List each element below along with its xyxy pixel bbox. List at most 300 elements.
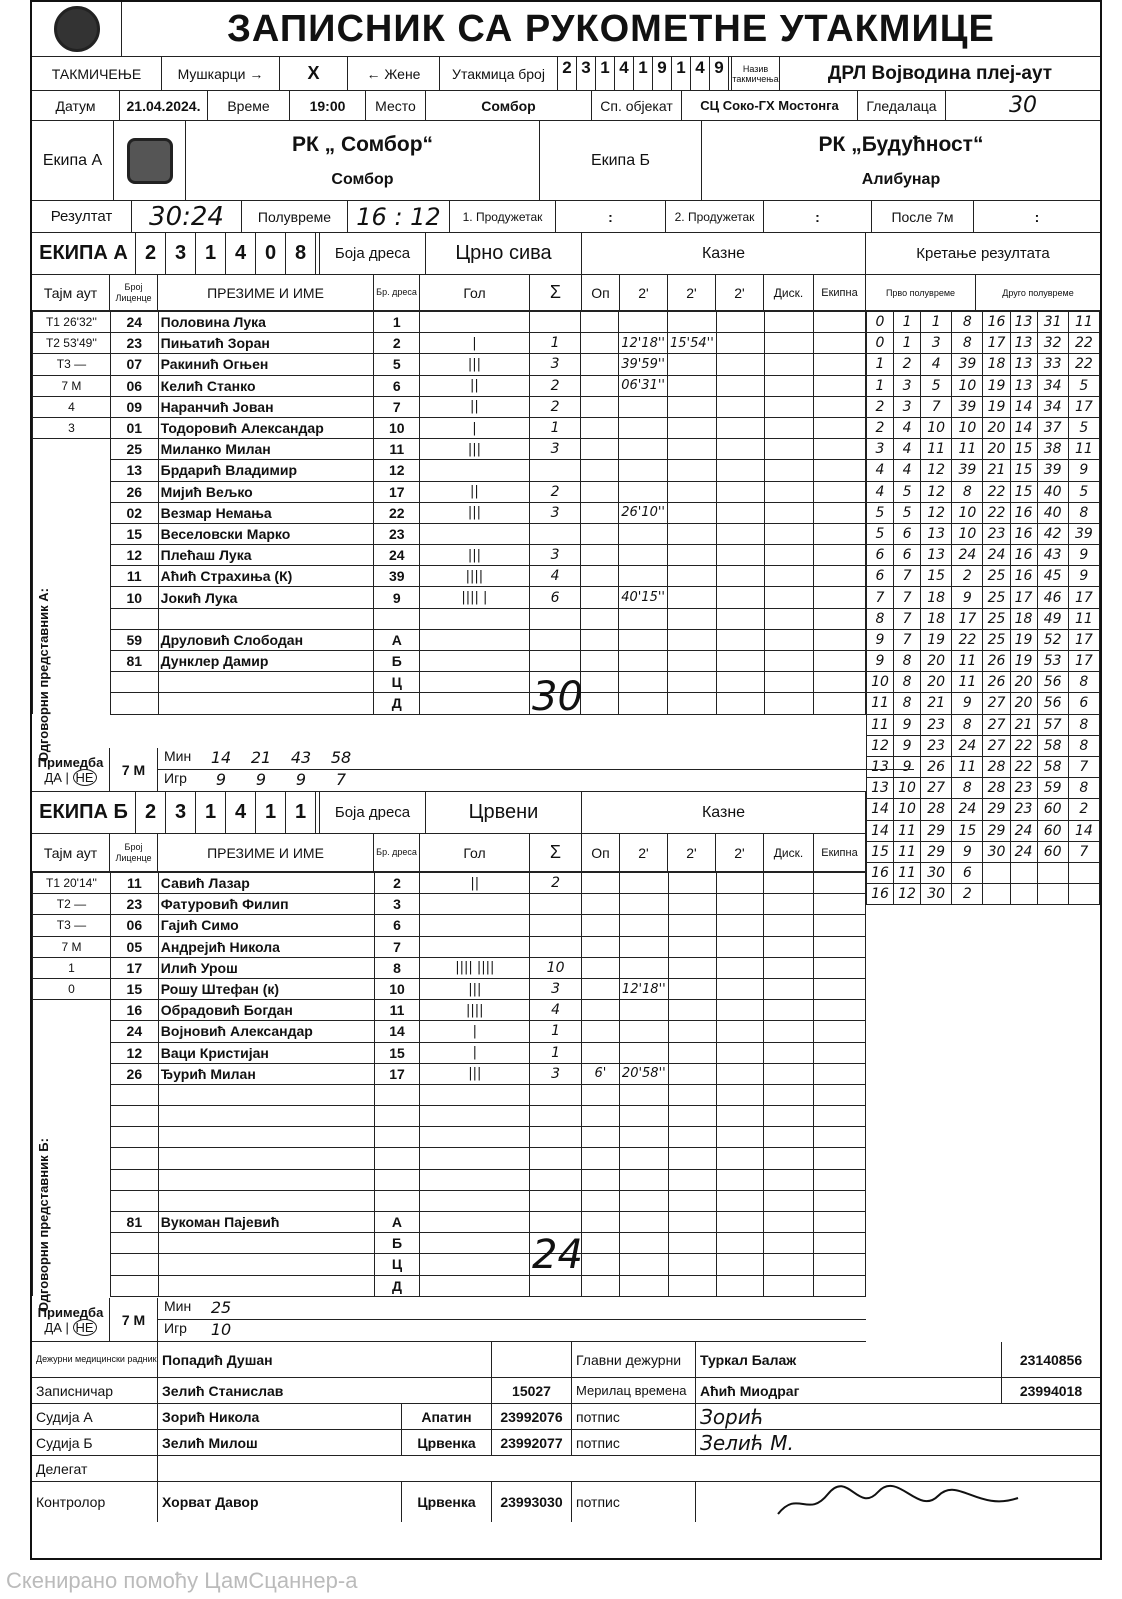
- ot2-label: 2. Продужетак: [666, 201, 764, 232]
- penalty-1: 12'18'': [619, 978, 668, 999]
- score-a-1: 9: [867, 651, 894, 672]
- player-row: [33, 1254, 866, 1275]
- ref-b-name: Зелић Милош: [158, 1430, 402, 1455]
- penalty-3: [716, 481, 764, 502]
- score-b-1: 10: [894, 799, 921, 820]
- penalty-1: 12'18'': [619, 333, 668, 354]
- player-2: 22: [1068, 333, 1099, 354]
- warning-cell: [581, 502, 619, 523]
- player-1: 39: [952, 396, 983, 417]
- score-a-1: 12: [867, 735, 894, 756]
- player-1: 22: [952, 629, 983, 650]
- minute-1: 23: [921, 735, 952, 756]
- time-value: 19:00: [290, 91, 366, 120]
- ot1-label: 1. Продужетак: [450, 201, 556, 232]
- match-no-digit: 3: [577, 57, 596, 90]
- disq-cell: [764, 566, 814, 587]
- team-code-digit: 8: [286, 233, 316, 274]
- score-b-1: 4: [894, 460, 921, 481]
- team-penalty: [814, 417, 866, 438]
- goal-sum: 2: [529, 375, 581, 396]
- goal-sum: 1: [529, 417, 581, 438]
- score-b-1: 11: [894, 820, 921, 841]
- jersey-no: 9: [374, 587, 420, 608]
- controller-city: Црвенка: [402, 1482, 492, 1522]
- license-cell: [110, 1233, 158, 1254]
- license-cell: [110, 1275, 158, 1296]
- team-a-total: 30: [532, 674, 583, 720]
- team-penalty: [814, 693, 866, 714]
- progress-row: [867, 502, 1100, 523]
- penalty-3: [716, 978, 764, 999]
- player-2: 11: [1068, 312, 1099, 333]
- col-2min-b1: 2': [620, 834, 668, 871]
- disq-cell: [764, 1212, 814, 1233]
- minute-2: 37: [1037, 417, 1068, 438]
- goals-cell: |: [420, 417, 529, 438]
- minute-2: 45: [1037, 566, 1068, 587]
- score-a-2: 28: [983, 756, 1010, 777]
- goal-sum: 2: [529, 396, 581, 417]
- match-number: [558, 57, 732, 90]
- halftime-value: 16 : 12: [348, 201, 450, 232]
- goals-cell: [420, 1127, 530, 1148]
- disq-cell: [764, 439, 814, 460]
- team-penalty: [814, 523, 866, 544]
- team-penalty: [814, 545, 866, 566]
- goals-cell: ||: [420, 396, 529, 417]
- team-b-official-label: Одговорни представник Б:: [36, 1138, 51, 1312]
- team-a-logo: [114, 121, 186, 200]
- result-row: [32, 201, 1100, 233]
- chief-no: 23140856: [1019, 1351, 1083, 1368]
- col-2min-b2: 2': [668, 834, 716, 871]
- col-team: Екипна: [814, 275, 866, 310]
- player-row: [33, 545, 866, 566]
- player-name: Веселовски Марко: [158, 523, 374, 544]
- player-name: Плећаш Лука: [158, 545, 374, 566]
- penalty-2: [668, 1233, 716, 1254]
- timeout-cell: [33, 502, 111, 523]
- ref-b-sign-label: потпис: [572, 1430, 696, 1455]
- women-label: ← Жене: [348, 57, 440, 90]
- goal-sum: 6: [529, 587, 581, 608]
- 7m-minute: 14: [210, 748, 232, 767]
- score-b-2: 15: [1010, 460, 1037, 481]
- goal-sum: [530, 1148, 582, 1169]
- match-no-digit: 4: [691, 57, 710, 90]
- team-a-section-label: ЕКИПА А: [32, 233, 136, 274]
- penalty-1: [619, 523, 668, 544]
- jersey-no: Б: [374, 651, 420, 672]
- timer-name: Аћић Миодраг: [696, 1378, 1002, 1403]
- penalty-2: [668, 1106, 716, 1127]
- penalty-3: [716, 1000, 764, 1021]
- ref-a-signature: Зорић: [700, 1404, 764, 1429]
- col-2min-b3: 2': [716, 834, 764, 871]
- goals-cell: [420, 1148, 530, 1169]
- team-penalty: [814, 651, 866, 672]
- disq-cell: [764, 1084, 814, 1105]
- col-name: ПРЕЗИМЕ И ИМЕ: [158, 275, 374, 310]
- venue-label: Сп. објекат: [592, 91, 682, 120]
- penalty-2: [668, 651, 717, 672]
- signature-scribble: [768, 1484, 1028, 1520]
- penalty-2: [668, 523, 717, 544]
- team-penalty: [814, 460, 866, 481]
- chief-label: Главни дежурни: [572, 1342, 696, 1377]
- minute-1: 11: [921, 439, 952, 460]
- score-b-1: 9: [894, 756, 921, 777]
- penalty-2: [668, 396, 717, 417]
- penalty-1: 06'31'': [619, 375, 668, 396]
- license-cell: [110, 672, 158, 693]
- player-1: 8: [952, 714, 983, 735]
- jersey-no: Б: [374, 1233, 420, 1254]
- player-name: [158, 608, 374, 629]
- jersey-no: [374, 1106, 420, 1127]
- penalty-3: [716, 1212, 764, 1233]
- penalty-3: [716, 1190, 764, 1211]
- player-2: 5: [1068, 417, 1099, 438]
- score-a-2: 29: [983, 799, 1010, 820]
- progress-row: [867, 523, 1100, 544]
- minute-1: 20: [921, 672, 952, 693]
- remark-no: НЕ: [73, 769, 97, 786]
- team-penalty: [814, 1021, 866, 1042]
- goal-sum: 3: [530, 978, 582, 999]
- score-b-1: 9: [894, 714, 921, 735]
- jersey-no: [374, 1190, 420, 1211]
- score-b-1: 7: [894, 629, 921, 650]
- disq-cell: [764, 693, 814, 714]
- score-b-2: 15: [1010, 439, 1037, 460]
- penalty-1: [619, 439, 668, 460]
- penalty-2: [668, 481, 717, 502]
- controller-signature: [696, 1482, 1100, 1522]
- men-mark: X: [280, 57, 348, 90]
- player-name: [158, 1254, 374, 1275]
- score-a-1: 11: [867, 693, 894, 714]
- license-cell: [110, 608, 158, 629]
- goal-sum: [530, 915, 582, 936]
- 7m-player: 9: [215, 769, 227, 789]
- jersey-no: 2: [374, 873, 420, 894]
- col-sum-b: Σ: [530, 834, 582, 871]
- halftime-label: Полувреме: [242, 201, 348, 232]
- goal-sum: 4: [529, 566, 581, 587]
- license-cell: 12: [110, 545, 158, 566]
- score-b-2: 20: [1010, 693, 1037, 714]
- progress-row: [867, 714, 1100, 735]
- player-name: [158, 1127, 374, 1148]
- warning-cell: [582, 1148, 620, 1169]
- jersey-no: А: [374, 629, 420, 650]
- competition-row: [32, 57, 1100, 91]
- goals-cell: [420, 672, 529, 693]
- ref-a-row: [32, 1404, 1100, 1430]
- disq-cell: [764, 1190, 814, 1211]
- warning-cell: [581, 312, 619, 333]
- score-a-2: 26: [983, 651, 1010, 672]
- warning-cell: [582, 1254, 620, 1275]
- score-a-2: 20: [983, 417, 1010, 438]
- minute-1: 27: [921, 778, 952, 799]
- goals-cell: [420, 1190, 530, 1211]
- score-a-2: 19: [983, 396, 1010, 417]
- jersey-no: 1: [374, 312, 420, 333]
- score-b-2: 17: [1010, 587, 1037, 608]
- score-b-1: 1: [894, 312, 921, 333]
- disq-cell: [764, 523, 814, 544]
- license-cell: 01: [110, 417, 158, 438]
- player-2: 17: [1068, 629, 1099, 650]
- license-cell: 23: [110, 894, 158, 915]
- minute-2: 60: [1037, 841, 1068, 862]
- score-b-1: 8: [894, 672, 921, 693]
- penalty-3: [716, 1106, 764, 1127]
- penalty-3: [716, 651, 764, 672]
- score-a-1: 0: [867, 333, 894, 354]
- controller-sign-label: потпис: [572, 1482, 696, 1522]
- team-a-name: РК „ Сомбор“: [291, 132, 434, 156]
- license-cell: 59: [110, 629, 158, 650]
- penalty-2: [668, 693, 717, 714]
- minute-1: 1: [921, 312, 952, 333]
- license-cell: 17: [110, 957, 158, 978]
- warning-cell: [582, 936, 620, 957]
- ref-a-label: Судија А: [32, 1404, 158, 1429]
- jersey-no: 17: [374, 1063, 420, 1084]
- result-label: Резултат: [32, 201, 132, 232]
- team-penalty: [814, 439, 866, 460]
- sheet-title: ЗАПИСНИК СА РУКОМЕТНЕ УТАКМИЦЕ: [227, 7, 995, 50]
- player-row: [33, 915, 866, 936]
- medic-label: Дежурни медицински радник: [32, 1342, 158, 1377]
- goal-sum: 1: [529, 333, 581, 354]
- team-penalty: [814, 978, 866, 999]
- goal-sum: [529, 523, 581, 544]
- minute-1: 20: [921, 651, 952, 672]
- goals-cell: |: [420, 1042, 530, 1063]
- progress-row: [867, 608, 1100, 629]
- col-2min-1: 2': [620, 275, 668, 310]
- penalty-3: [716, 523, 764, 544]
- team-code-digit: 0: [256, 233, 286, 274]
- team-b-players-table: [32, 872, 866, 1297]
- score-a-1: 16: [867, 862, 894, 883]
- ref-b-label: Судија Б: [32, 1430, 158, 1455]
- player-1: 17: [952, 608, 983, 629]
- match-no-digit: 1: [634, 57, 653, 90]
- score-b-1: 9: [894, 735, 921, 756]
- team-a-7m-players: [208, 770, 354, 791]
- player-row: [33, 375, 866, 396]
- player-row: [33, 629, 866, 650]
- player-1: 2: [952, 884, 983, 905]
- score-b-1: 4: [894, 439, 921, 460]
- goal-sum: [530, 1106, 582, 1127]
- warning-cell: [581, 566, 619, 587]
- goal-sum: 2: [530, 873, 582, 894]
- 7m-minute: 25: [210, 1298, 232, 1317]
- team-penalty: [814, 312, 866, 333]
- goal-sum: [530, 1275, 582, 1296]
- goal-sum: [529, 312, 581, 333]
- jersey-no: Ц: [374, 672, 420, 693]
- team-penalty: [814, 1106, 866, 1127]
- minute-1: 13: [921, 523, 952, 544]
- penalty-2: [668, 312, 717, 333]
- ref-b-signature: Зелић М.: [700, 1430, 794, 1455]
- player-2: 9: [1068, 460, 1099, 481]
- jersey-no: [374, 608, 420, 629]
- warning-cell: [581, 608, 619, 629]
- col-warning: Оп: [582, 275, 620, 310]
- player-2: 7: [1068, 841, 1099, 862]
- timeout-cell: T1 20'14'': [33, 873, 111, 894]
- score-b-1: 6: [894, 523, 921, 544]
- jersey-no: 22: [374, 502, 420, 523]
- minute-1: 13: [921, 545, 952, 566]
- penalty-2: [668, 439, 717, 460]
- player-2: 17: [1068, 587, 1099, 608]
- team-b-7m-players: [208, 1320, 234, 1341]
- disq-cell: [764, 481, 814, 502]
- penalty-2: [668, 915, 716, 936]
- minute-2: 34: [1037, 396, 1068, 417]
- player-2: 17: [1068, 651, 1099, 672]
- player-1: 15: [952, 820, 983, 841]
- minute-1: 4: [921, 354, 952, 375]
- team-b-remark-row: [32, 1298, 866, 1342]
- score-b-2: 13: [1010, 354, 1037, 375]
- penalty-3: [716, 1127, 764, 1148]
- jersey-no: 11: [374, 439, 420, 460]
- goals-cell: [420, 651, 529, 672]
- timeout-cell: 7 M: [33, 936, 111, 957]
- goals-cell: [420, 629, 529, 650]
- penalty-2: [668, 1190, 716, 1211]
- minute-1: 30: [921, 884, 952, 905]
- minute-1: 18: [921, 608, 952, 629]
- progress-row: [867, 375, 1100, 396]
- penalty-1: 20'58'': [619, 1063, 668, 1084]
- penalty-2: [668, 957, 716, 978]
- jersey-no: [374, 1148, 420, 1169]
- warning-cell: [582, 978, 620, 999]
- score-b-1: 7: [894, 566, 921, 587]
- penalty-1: [619, 957, 668, 978]
- progress-row: [867, 629, 1100, 650]
- score-b-2: 18: [1010, 608, 1037, 629]
- disq-cell: [764, 629, 814, 650]
- first-half-label: Прво полувреме: [866, 275, 976, 310]
- minute-2: 42: [1037, 523, 1068, 544]
- 7m-player: 9: [255, 769, 267, 789]
- score-b-1: 8: [894, 651, 921, 672]
- penalty-3: [716, 312, 764, 333]
- penalty-2: [668, 587, 717, 608]
- team-penalty: [814, 396, 866, 417]
- minute-2: 52: [1037, 629, 1068, 650]
- ot2-value: :: [764, 201, 872, 232]
- minute-1: 15: [921, 566, 952, 587]
- jersey-no: [374, 1127, 420, 1148]
- score-b-1: 2: [894, 354, 921, 375]
- warning-cell: 6': [582, 1063, 620, 1084]
- penalty-2: [668, 502, 717, 523]
- igr-label: Игр: [164, 769, 187, 786]
- license-cell: 05: [110, 936, 158, 957]
- goals-cell: |||: [420, 354, 529, 375]
- minute-1: 18: [921, 587, 952, 608]
- jersey-no: 39: [374, 566, 420, 587]
- minute-2: 40: [1037, 481, 1068, 502]
- jersey-no: 12: [374, 460, 420, 481]
- ref-b-city: Црвенка: [402, 1430, 492, 1455]
- penalty-1: [619, 460, 668, 481]
- controller-label: Контролор: [32, 1482, 158, 1522]
- minute-2: 39: [1037, 460, 1068, 481]
- team-b-col-header: [32, 834, 866, 872]
- progress-row: [867, 417, 1100, 438]
- license-cell: [110, 1254, 158, 1275]
- goals-cell: |||| ||||: [420, 957, 530, 978]
- penalty-3: [716, 1148, 764, 1169]
- minute-1: 23: [921, 714, 952, 735]
- team-b-penalties-label: Казне: [582, 792, 866, 833]
- goal-sum: [530, 936, 582, 957]
- team-penalty: [814, 672, 866, 693]
- score-b-2: 19: [1010, 629, 1037, 650]
- jersey-no: 17: [374, 481, 420, 502]
- team-code-digit: 4: [226, 792, 256, 833]
- 7m-minute: 43: [290, 748, 312, 767]
- penalty-3: [716, 957, 764, 978]
- player-row: [33, 566, 866, 587]
- player-1: 24: [952, 799, 983, 820]
- score-a-2: 25: [983, 566, 1010, 587]
- license-cell: 15: [110, 523, 158, 544]
- player-row: [33, 936, 866, 957]
- team-code-digit: 1: [286, 792, 316, 833]
- score-b-1: 3: [894, 396, 921, 417]
- disq-cell: [764, 545, 814, 566]
- player-row: [33, 1275, 866, 1296]
- player-2: 6: [1068, 693, 1099, 714]
- progress-row: [867, 312, 1100, 333]
- timeout-cell: [33, 1042, 111, 1063]
- spectators-label: Гледалаца: [858, 91, 946, 120]
- warning-cell: [582, 1190, 620, 1211]
- score-a-2: 16: [983, 312, 1010, 333]
- minute-2: 31: [1037, 312, 1068, 333]
- license-cell: 11: [110, 873, 158, 894]
- team-b-remark: Примедба ДА | НЕ: [32, 1298, 110, 1341]
- progress-row: [867, 799, 1100, 820]
- progress-row: [867, 884, 1100, 905]
- minute-1: 28: [921, 799, 952, 820]
- minute-2: [1037, 862, 1068, 883]
- minute-1: 21: [921, 693, 952, 714]
- score-a-1: 2: [867, 396, 894, 417]
- penalty-3: [716, 873, 764, 894]
- minute-2: 60: [1037, 820, 1068, 841]
- timeout-cell: 3: [33, 417, 111, 438]
- col-2min-2: 2': [668, 275, 716, 310]
- player-1: 11: [952, 756, 983, 777]
